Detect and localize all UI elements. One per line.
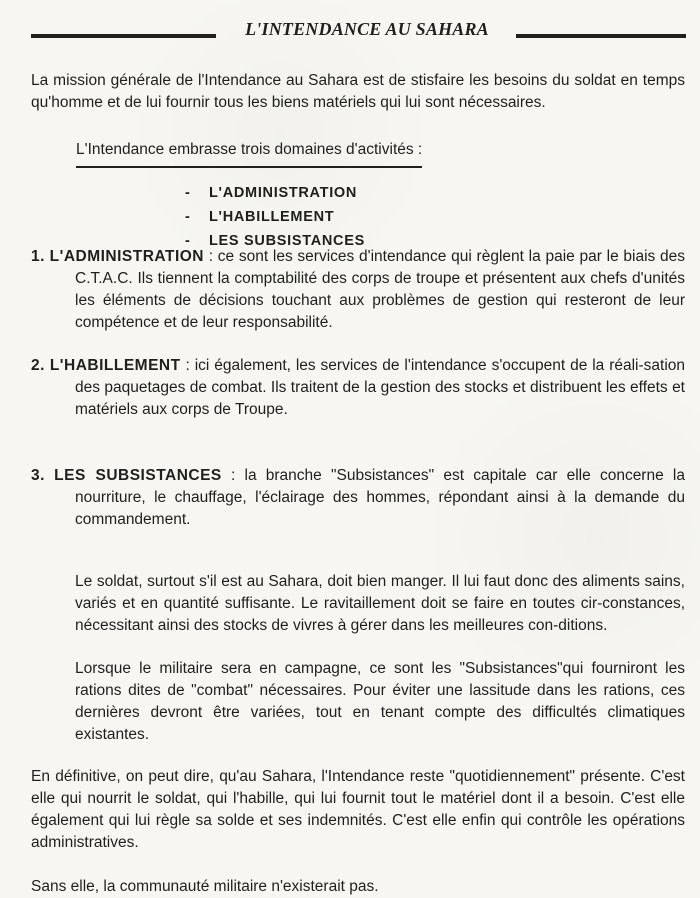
- section-text: ici également, les services de l'intendance s'occupent de la réali-sation des paquetages de combat. Ils traitent de la gestion des stocks et distribuent les effets et matériels aux corps de Troupe.: [75, 357, 686, 418]
- domain-label: L'HABILLEMENT: [209, 209, 335, 225]
- section-paragraph: [31, 246, 685, 334]
- section-text: la branche "Subsistances" est capitale car elle concerne la nourriture, le chauffage, l'éclairage des hommes, répondant ainsi à la demande du commandement.: [75, 467, 685, 528]
- section-subsistances: [31, 465, 685, 531]
- section-separator: :: [185, 357, 190, 374]
- section-administration: [31, 246, 685, 334]
- conclusion-paragraph: En définitive, on peut dire, qu'au Sahara, l'Intendance reste "quotidiennement" présente. C'est elle qui nourrit le soldat, qui l'habille, qui lui fournit tout le matériel dont il a besoin. C'est elle également qui lui règle sa solde et ses indemnités. C'est elle enfin qui contrôle les opérations administratives.: [31, 767, 685, 851]
- section-paragraph: [31, 465, 685, 531]
- subsistances-paragraph: Le soldat, surtout s'il est au Sahara, doit bien manger. Il lui faut donc des aliments sains, variés et en quantité suffisante. Le ravitaillement doit se faire en toutes cir-constances, nécessitant ainsi des stocks de vivres à gérer dans les meilleures con-ditions.: [75, 572, 685, 634]
- intro-paragraph: La mission générale de l'Intendance au Sahara est de stisfaire les besoins du soldat en temps qu'homme et de lui fournir tous les biens matériels qui lui sont nécessaires.: [31, 72, 685, 111]
- page-title: L'INTENDANCE AU SAHARA: [245, 19, 489, 39]
- dash-marker: -: [185, 209, 191, 225]
- section-number: 1.: [31, 248, 45, 265]
- section-separator: :: [208, 248, 214, 265]
- header: [31, 16, 686, 46]
- domain-item: [185, 181, 365, 205]
- final-line: Sans elle, la communauté militaire n'existerait pas.: [31, 877, 379, 895]
- header-rule-left: [31, 34, 216, 38]
- domain-list: [185, 181, 365, 253]
- header-rule-right: [516, 34, 686, 38]
- section-text: ce sont les services d'intendance qui règlent la paie par le biais des C.T.A.C. Ils tiennent la comptabilité des corps de troupe et présentent aux chefs d'unités les éléments de décisions touchant aux problèmes de gestion qui resteront de leur compétence et de leur responsabilité.: [75, 248, 686, 331]
- domain-label: LES SUBSISTANCES: [209, 233, 365, 249]
- section-title: LES SUBSISTANCES: [54, 467, 222, 484]
- section-title: L'ADMINISTRATION: [49, 248, 204, 265]
- section-separator: :: [230, 467, 236, 484]
- section-number: 2.: [31, 357, 45, 374]
- section-number: 3.: [31, 467, 45, 484]
- domain-label: L'ADMINISTRATION: [209, 185, 358, 201]
- dash-marker: -: [185, 185, 191, 201]
- section-habillement: [31, 355, 685, 421]
- section-paragraph: [31, 355, 685, 421]
- section-title: L'HABILLEMENT: [49, 357, 181, 374]
- dash-marker: -: [185, 233, 191, 249]
- subsistances-paragraph: Lorsque le militaire sera en campagne, ce sont les "Subsistances"qui fourniront les rations dites de "combat" nécessaires. Pour éviter une lassitude dans les rations, ces dernières devront être variées, tout en tenant compte des difficultés climatiques existantes.: [75, 659, 685, 743]
- domain-item: [185, 205, 365, 229]
- domains-heading: L'Intendance embrasse trois domaines d'activités :: [76, 139, 422, 161]
